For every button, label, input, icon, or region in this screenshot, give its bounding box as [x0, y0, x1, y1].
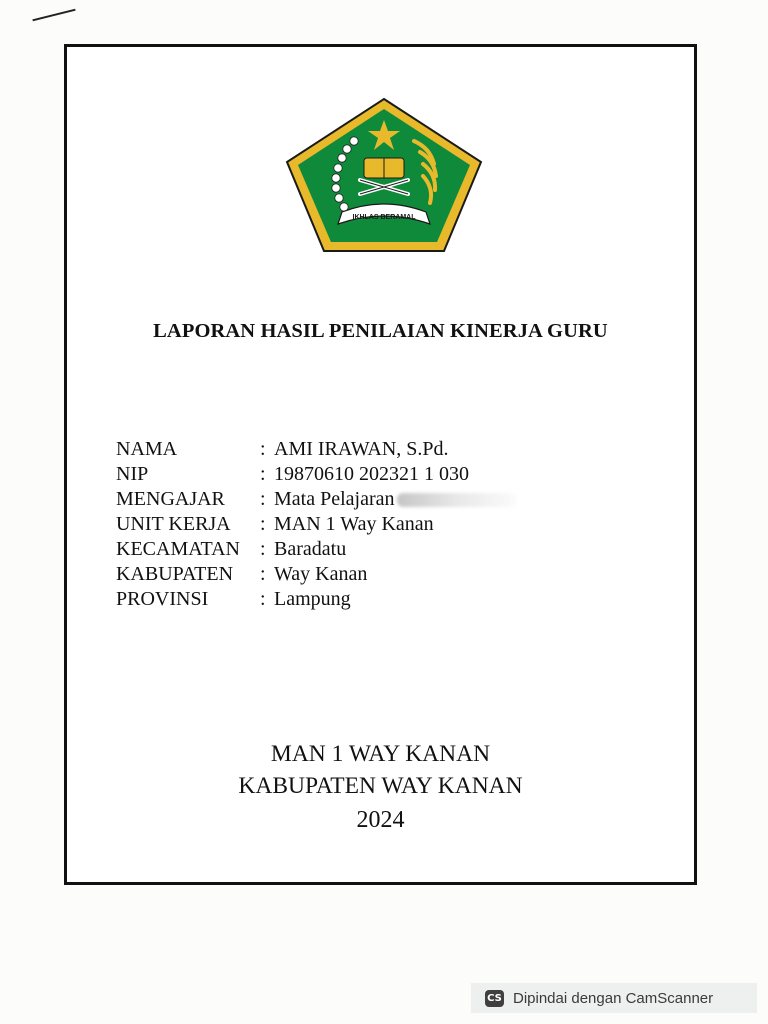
- report-year: 2024: [356, 807, 405, 833]
- identity-label: PROVINSI: [116, 588, 209, 610]
- identity-row-kecamatan: [116, 537, 596, 562]
- identity-colon: :: [260, 513, 266, 535]
- identity-value-mengajar: [274, 487, 517, 512]
- identity-value-kabupaten: Way Kanan: [274, 563, 368, 585]
- camscanner-icon: CS: [485, 990, 504, 1007]
- identity-label: UNIT KERJA: [116, 513, 231, 535]
- identity-colon: :: [260, 563, 266, 585]
- institution-regency: KABUPATEN WAY KANAN: [238, 773, 523, 799]
- identity-colon: :: [260, 488, 266, 510]
- identity-value-kecamatan: Baradatu: [274, 538, 347, 560]
- identity-label: NIP: [116, 463, 149, 485]
- report-title: LAPORAN HASIL PENILAIAN KINERJA GURU: [153, 320, 608, 342]
- kemenag-emblem-icon: [284, 96, 484, 254]
- identity-row-unit-kerja: [116, 512, 596, 537]
- institution-block: [64, 738, 697, 838]
- identity-row-provinsi: [116, 587, 596, 612]
- identity-label: KABUPATEN: [116, 563, 234, 585]
- identity-block: [116, 437, 596, 612]
- identity-row-kabupaten: [116, 562, 596, 587]
- identity-value-mengajar-text: Mata Pelajaran: [274, 488, 395, 510]
- identity-colon: :: [260, 463, 266, 485]
- identity-value-nama: AMI IRAWAN, S.Pd.: [274, 438, 449, 460]
- identity-row-mengajar: [116, 487, 596, 512]
- identity-row-nip: [116, 462, 596, 487]
- identity-label: NAMA: [116, 438, 178, 460]
- emblem-motto: IKHLAS BERAMAL: [352, 214, 416, 221]
- blurred-redaction: [397, 493, 517, 507]
- identity-value-nip: 19870610 202321 1 030: [274, 463, 469, 485]
- camscanner-watermark: [471, 983, 757, 1013]
- identity-label: KECAMATAN: [116, 538, 240, 560]
- identity-colon: :: [260, 538, 266, 560]
- identity-label: MENGAJAR: [116, 488, 225, 510]
- identity-value-provinsi: Lampung: [274, 588, 351, 610]
- camscanner-text: Dipindai dengan CamScanner: [513, 989, 714, 1007]
- identity-value-unit-kerja: MAN 1 Way Kanan: [274, 513, 434, 535]
- scan-pen-mark: [32, 9, 75, 22]
- identity-colon: :: [260, 588, 266, 610]
- institution-name: MAN 1 WAY KANAN: [270, 741, 491, 767]
- identity-row-nama: [116, 437, 596, 462]
- identity-colon: :: [260, 438, 266, 460]
